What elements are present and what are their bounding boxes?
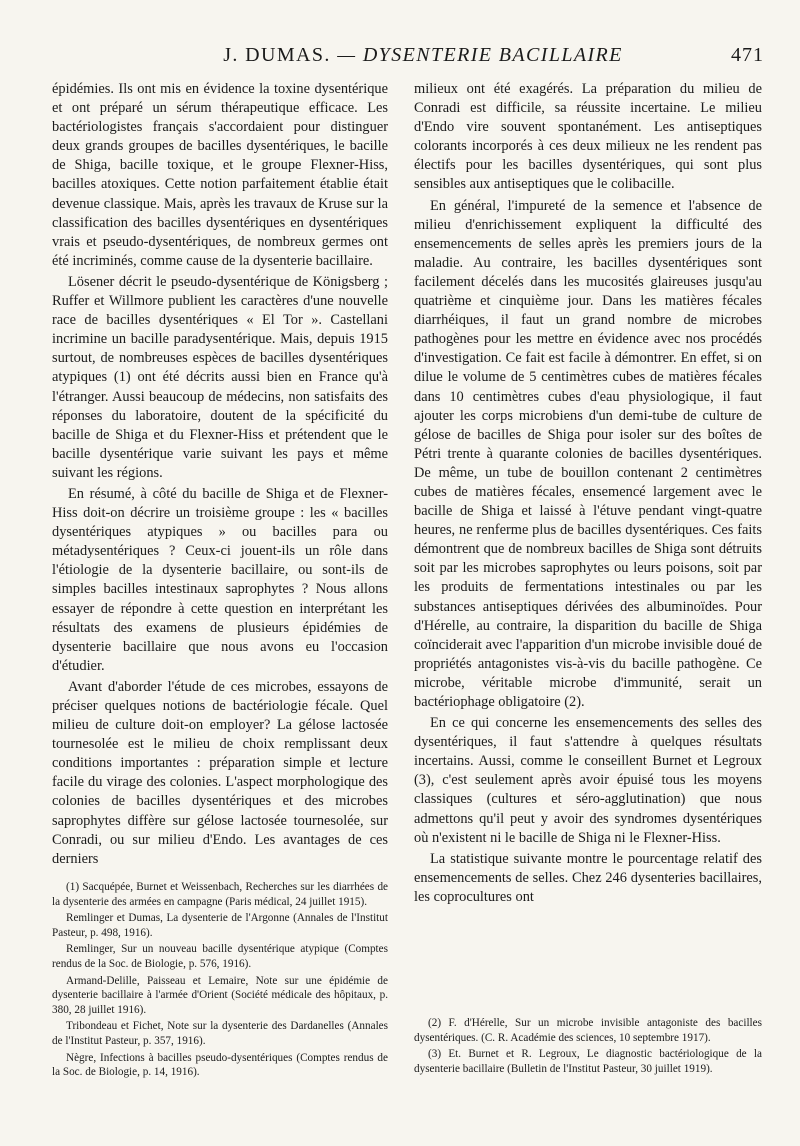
footnote: Remlinger, Sur un nouveau bacille dysentérique atypique (Comptes rendus de la Soc. de Biologie, p. 576, 1916). — [52, 943, 388, 970]
running-title — [198, 44, 648, 67]
paragraph: En général, l'impureté de la semence et l'absence de milieu d'enrichissement expliquent la difficulté des ensemencements de selles après les premiers jours de la maladie. Au contraire, les bacilles dysentériques sont facilement décelés dans les mucosités glaireuses jusqu'au quatrième et cinquième jour. Dans les matières fécales diarrhéiques, il faut un grand nombre de microbes pathogènes pour les mettre en évidence avec nos procédés d'investigation. Ce fait est facile à démontrer. En effet, si on dilue le volume de 5 centimètres cubes de matières fécales dans 10 centimètres cubes d'eau physiologique, il faut ajouter les corps microbiens d'un demi-tube de culture de gélose de bacilles de Shiga pour isoler sur des boîtes de Pétri trente à quarante colonies de bacilles dysentériques. De même, un tube de bouillon contenant 2 centimètres cubes de matières fécales, ensemencé largement avec le bacille de Shiga et laissé à l'étuve pendant vingt-quatre heures, ne renferme plus de bacilles dysentériques. Ces faits démontrent que de nombreux bacilles de Shiga sont détruits soit par les microbes saprophytes ou leurs poisons, soit par les produits de fermentations intestinales ou par les substances antiseptiques dérivées des albuminoïdes. Pour d'Hérelle, au contraire, la disparition du bacille de Shiga coïnciderait avec l'apparition d'un microbe invisible doué de propriétés antagonistes vis-à-vis du bacille pathogène. Ce microbe, véritable microbe d'immunité, serait un bactériophage obligatoire (2). — [414, 197, 762, 710]
running-header — [52, 44, 764, 74]
paragraph: milieux ont été exagérés. La préparation du milieu de Conradi est difficile, sa réussite incertaine. Le milieu d'Endo vire souvent spontanément. Les antiseptiques colorants incorporés à ces deux milieux ne les rendent pas électifs pour les bacilles dysentériques, qui sont plus sensibles aux antiseptiques que le colibacille. — [414, 81, 762, 193]
footnote: Armand-Delille, Paisseau et Lemaire, Note sur une épidémie de dysenterie bacillaire à l'armée d'Orient (Société médicale des hôpitaux, p. 380, 28 juillet 1916). — [52, 974, 388, 1016]
footnote: Remlinger et Dumas, La dysenterie de l'Argonne (Annales de l'Institut Pasteur, p. 498, 1916). — [52, 912, 388, 939]
paragraph: Avant d'aborder l'étude de ces microbes, essayons de préciser quelques notions de bactériologie fécale. Quel milieu de culture doit-on employer? La gélose lactosée tournesolée est le milieu de choix remplissant deux conditions importantes : préparation simple et lecture facile du virage des colonies. L'aspect morphologique des colonies de bacilles dysentériques et des microbes saprophytes diffère sur gélose lactosée tournesolée, sur Conradi, ou sur milieu d'Endo. Les avantages de ces derniers — [52, 678, 388, 867]
right-footnotes — [414, 1016, 762, 1078]
header-author: J. DUMAS. — [223, 44, 331, 66]
header-separator: — — [337, 44, 357, 66]
paragraph: La statistique suivante montre le pourcentage relatif des ensemencements de selles. Chez 246 dysenteries bacillaires, les coprocultures ont — [414, 850, 762, 905]
page-number: 471 — [731, 44, 764, 66]
footnote: (1) Sacquépée, Burnet et Weissenbach, Recherches sur les diarrhées de la dysenterie des armées en campagne (Paris médical, 24 juillet 1915). — [52, 881, 388, 908]
footnote: (3) Et. Burnet et R. Legroux, Le diagnostic bactériologique de la dysenterie bacillaire (Bulletin de l'Institut Pasteur, 30 juillet 1919). — [414, 1048, 762, 1075]
right-column — [414, 80, 762, 907]
header-title: DYSENTERIE BACILLAIRE — [362, 44, 623, 66]
footnote: Nègre, Infections à bacilles pseudo-dysentériques (Comptes rendus de la Soc. de Biologie, p. 14, 1916). — [52, 1051, 388, 1079]
left-footnotes — [52, 880, 388, 1082]
footnote: (2) F. d'Hérelle, Sur un microbe invisible antagoniste des bacilles dysentériques. (C. R. Académie des sciences, 10 septembre 1917). — [414, 1017, 762, 1044]
paragraph: Lösener décrit le pseudo-dysentérique de Königsberg ; Ruffer et Willmore publient les caractères d'une nouvelle race de bacilles dysentériques « El Tor ». Castellani incrimine un bacille paradysentérique. Mais, depuis 1915 surtout, de nombreuses espèces de bacilles dysentériques atypiques (1) ont été décrits aussi bien en France qu'à l'étranger. Aussi beaucoup de médecins, non satisfaits des réponses du laboratoire, doutent de la spécificité du bacille de Shiga et du Flexner-Hiss et prétendent que le bacille dysentérique varie suivant les pays et même suivant les régions. — [52, 273, 388, 481]
paragraph: En ce qui concerne les ensemencements des selles des dysentériques, il faut s'attendre à quelques résultats incertains. Aussi, comme le conseillent Burnet et Legroux (3), c'est seulement après avoir épuisé tous les moyens classiques (cultures et séro-agglutination) que nous admettons qu'il peut y avoir des syndromes dysentériques où n'existent ni le bacille de Shiga ni le Flexner-Hiss. — [414, 715, 762, 846]
paragraph: En résumé, à côté du bacille de Shiga et de Flexner-Hiss doit-on décrire un troisième groupe : les « bacilles dysentériques atypiques » ou bacilles para ou métadysentériques ? Ceux-ci jouent-ils un rôle dans l'étiologie de la dysenterie bacillaire, ou sont-ils de simples bacilles intestinaux saprophytes ? Nous allons essayer de répondre à cette question en interprétant les résultats des examens de plusieurs épidémies de dysenterie bacillaire que nous avons eu l'occasion d'étudier. — [52, 485, 388, 674]
left-column — [52, 80, 388, 869]
footnote: Tribondeau et Fichet, Note sur la dysenterie des Dardanelles (Annales de l'Institut Pasteur, p. 357, 1916). — [52, 1020, 388, 1047]
paragraph: épidémies. Ils ont mis en évidence la toxine dysentérique et ont préparé un sérum thérapeutique efficace. Les bactériologistes français s'accordaient pour distinguer deux grands groupes de bacilles dysentériques, le bacille de Shiga, bacille toxique, et le groupe Flexner-Hiss, bacilles atoxiques. Cette notion parfaitement établie était devenue classique. Mais, après les travaux de Kruse sur la classification des bacilles dysentériques en dysentériques vrais et pseudo-dysentériques, de nombreux germes ont été incriminés, comme cause de la dysenterie bacillaire. — [52, 81, 388, 269]
